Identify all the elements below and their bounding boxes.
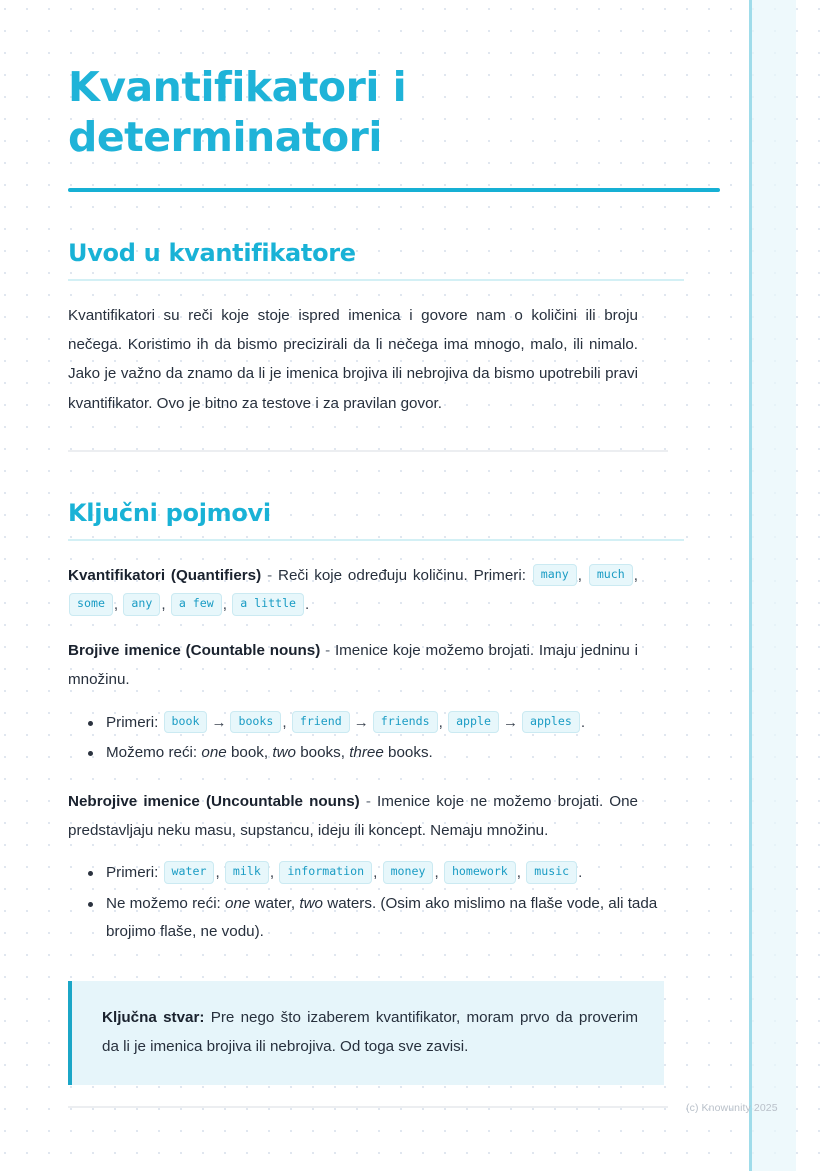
arrow-icon: → (211, 713, 227, 731)
usage-text: book, (226, 744, 269, 762)
usage-text: waters. (Osim ako mislimo na flaše vode, ali tada brojimo flaše, ne vodu). (106, 894, 658, 941)
term-countable (68, 619, 638, 694)
code-chip-friends: friends (373, 711, 438, 734)
uncountable-bullet-list (68, 845, 668, 947)
code-chip-friend: friend (292, 711, 350, 734)
term-definition-quantifiers: Reči koje određuju količinu. Primeri: (277, 566, 526, 584)
sentence-period: . (578, 864, 583, 882)
chip-separator: , (438, 713, 443, 731)
callout-text: Pre nego što izaberem kvantifikator, moram prvo da proverim da li je imenica brojiva ili nebrojiva. Od toga sve zavisi. (102, 1008, 638, 1055)
callout-paragraph (102, 1003, 638, 1061)
term-definition-uncountable: Imenice koje ne možemo brojati. One predstavljaju neku masu, supstancu, ideju ili koncept. Nemaju množinu. (68, 792, 638, 839)
key-takeaway-callout (68, 981, 664, 1085)
code-chip-apples: apples (522, 711, 580, 734)
chip-separator: , (113, 595, 119, 613)
code-chip-homework: homework (444, 861, 516, 884)
section-heading-key-terms: Ključni pojmovi (68, 498, 271, 527)
code-chip-many: many (533, 564, 577, 587)
code-chip-some: some (69, 593, 113, 616)
usage-text: water, (250, 894, 296, 912)
countable-bullet-list (68, 695, 668, 768)
emphasis-two: two (272, 744, 296, 762)
emphasis-three: three (349, 744, 384, 762)
usage-prefix: Možemo reći: (106, 744, 198, 762)
term-dash-quantifiers: - (267, 566, 273, 584)
usage-prefix: Ne možemo reći: (106, 894, 221, 912)
code-chip-money: money (383, 861, 434, 884)
usage-text: books. (383, 744, 433, 762)
arrow-icon: → (502, 713, 518, 731)
list-item (88, 859, 668, 888)
usage-text: books, (295, 744, 345, 762)
intro-paragraph: Kvantifikatori su reči koje stoje ispred imenica i govore nam o količini ili broju nečega. Koristimo ih da bismo precizirali da li nečega ima mnogo, malo, ili nimalo. Jako je važno da znamo da li je imenica brojiva ili nebrojiva da bismo upotrebili pravi kvantifikator. Ovo je bitno za testove i za pravilan govor. (68, 307, 638, 412)
code-chip-a-few: a few (171, 593, 222, 616)
callout-label: Ključna stvar: (102, 1008, 205, 1026)
chip-separator: , (269, 864, 275, 882)
examples-label: Primeri: (106, 864, 159, 882)
term-label-countable: Brojive imenice (Countable nouns) (68, 642, 321, 660)
code-chip-information: information (279, 861, 372, 884)
sentence-period: . (305, 595, 310, 613)
chip-separator: , (516, 864, 522, 882)
code-chip-any: any (123, 593, 160, 616)
code-chip-apple: apple (448, 711, 499, 734)
chip-separator: , (215, 864, 220, 882)
page-title: Kvantifikatori i determinatori (68, 63, 407, 162)
examples-label: Primeri: (106, 713, 159, 731)
right-decorative-band (751, 0, 796, 1171)
chip-separator: , (161, 595, 166, 613)
document-content (68, 0, 722, 1085)
chip-separator: , (282, 713, 287, 731)
code-chip-books: books (230, 711, 281, 734)
term-label-quantifiers: Kvantifikatori (Quantifiers) (68, 566, 262, 584)
chip-separator: , (222, 595, 227, 613)
code-chip-water: water (164, 861, 215, 884)
emphasis-one: one (201, 744, 227, 762)
list-item (88, 890, 668, 947)
term-dash-countable: - (325, 642, 331, 660)
code-chip-a-little: a little (232, 593, 304, 616)
list-item (88, 739, 668, 768)
term-dash-uncountable: - (365, 792, 371, 810)
arrow-icon: → (353, 713, 369, 731)
footer-copyright: (c) Knowunity 2025 (686, 1102, 778, 1114)
code-chip-much: much (589, 564, 633, 587)
term-uncountable (68, 770, 638, 845)
section-heading-intro: Uvod u kvantifikatore (68, 239, 356, 268)
emphasis-two: two (299, 894, 323, 912)
sentence-period: . (580, 713, 586, 731)
right-vertical-rule (749, 0, 752, 1171)
chip-separator: , (373, 864, 378, 882)
term-label-uncountable: Nebrojive imenice (Uncountable nouns) (68, 792, 360, 810)
code-chip-book: book (164, 711, 208, 734)
code-chip-music: music (526, 861, 577, 884)
chip-separator: , (633, 566, 638, 584)
chip-separator: , (434, 864, 439, 882)
chip-separator: , (577, 566, 582, 584)
term-quantifiers (68, 541, 638, 619)
code-chip-milk: milk (225, 861, 269, 884)
list-item (88, 709, 668, 738)
footer-divider (68, 1106, 668, 1108)
emphasis-one: one (225, 894, 251, 912)
term-definition-countable: Imenice koje možemo brojati. Imaju jedninu i množinu. (68, 642, 638, 689)
